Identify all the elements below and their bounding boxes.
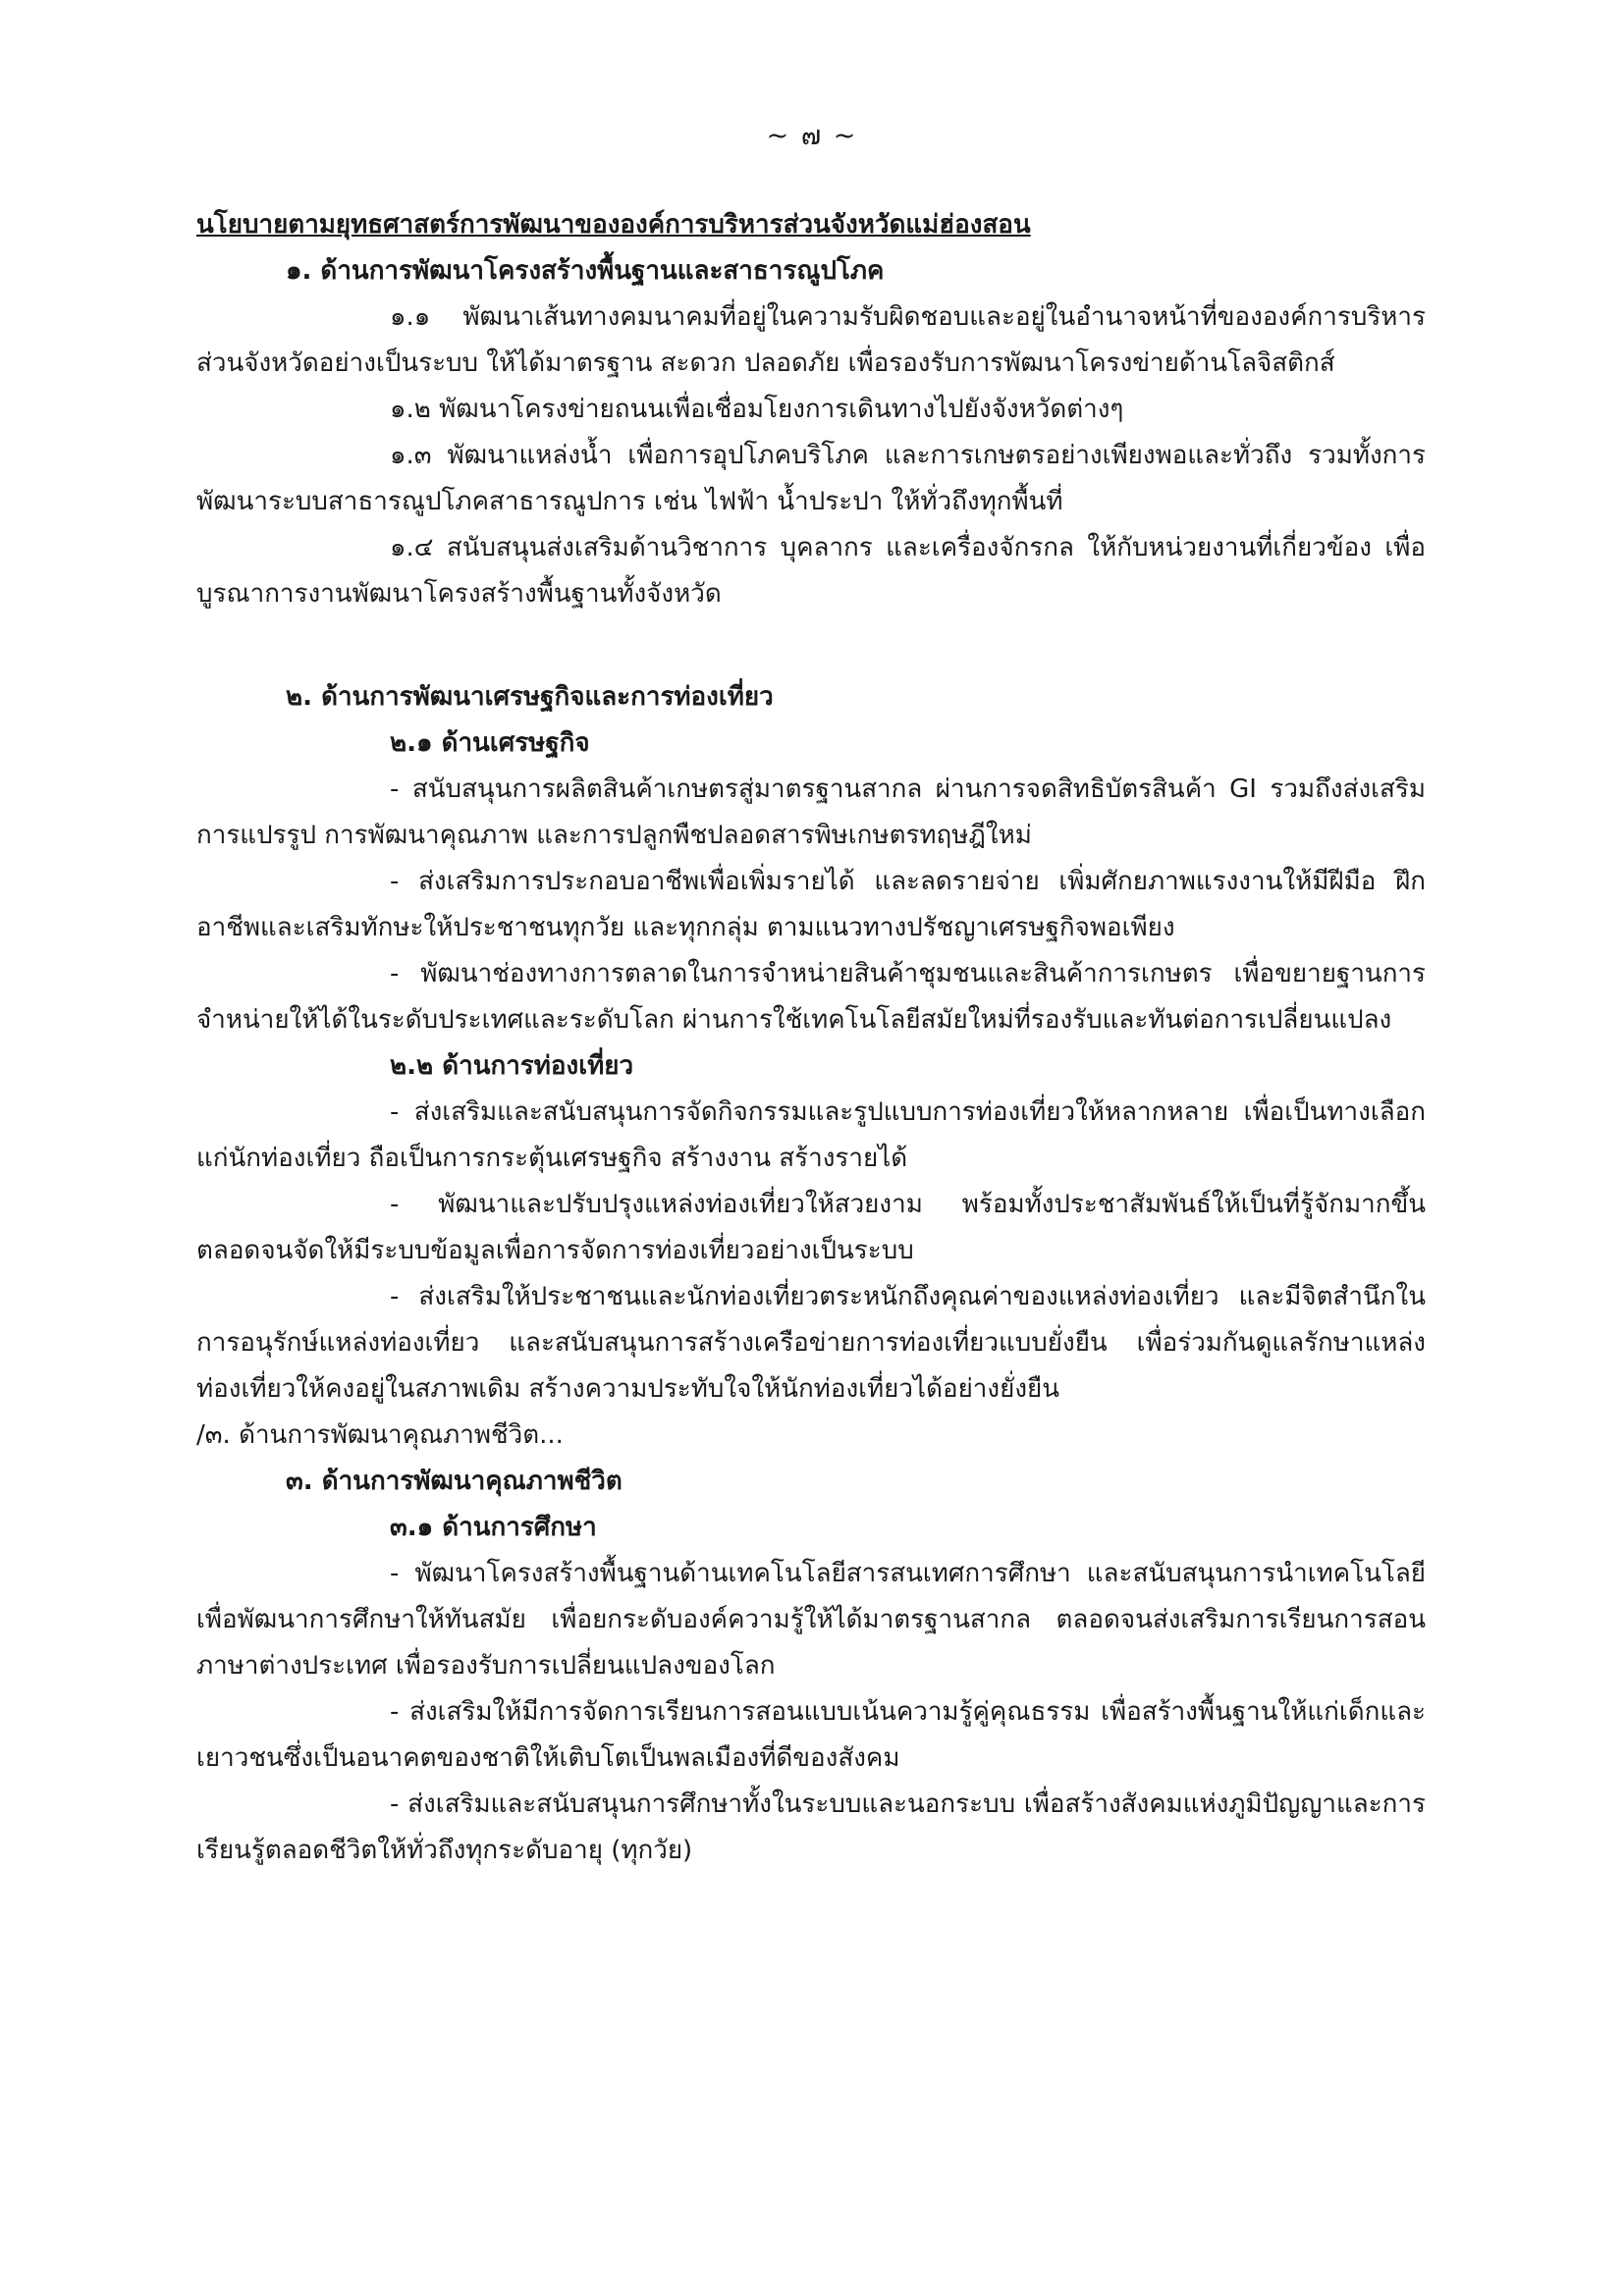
paragraph: - ส่งเสริมการประกอบอาชีพเพื่อเพิ่มรายได้ และลดรายจ่าย เพิ่มศักยภาพแรงงานให้มีฝีมือ ฝึกอาชีพและเสริมทักษะให้ประชาชนทุกวัย และทุกกลุ่ม ตามแนวทางปรัชญาเศรษฐกิจพอเพียง <box>196 867 1426 942</box>
paragraph: - สนับสนุนการผลิตสินค้าเกษตรสู่มาตรฐานสากล ผ่านการจดสิทธิบัตรสินค้า GI รวมถึงส่งเสริมการแปรรูป การพัฒนาคุณภาพ และการปลูกพืชปลอดสารพิษเกษตรทฤษฎีใหม่ <box>196 774 1426 850</box>
subsection-heading: ๓.๑ ด้านการศึกษา <box>390 1513 597 1542</box>
paragraph: - ส่งเสริมให้ประชาชนและนักท่องเที่ยวตระหนักถึงคุณค่าของแหล่งท่องเที่ยว และมีจิตสำนึกในการอนุรักษ์แหล่งท่องเที่ยว และสนับสนุนการสร้างเครือข่ายการท่องเที่ยวแบบยั่งยืน เพื่อร่วมกันดูแลรักษาแหล่งท่องเที่ยวให้คงอยู่ในสภาพเดิม สร้างความประทับใจให้นักท่องเที่ยวได้อย่างยั่งยืน <box>196 1282 1426 1404</box>
subsection-heading: ๒.๒ ด้านการท่องเที่ยว <box>390 1051 634 1081</box>
document-body <box>196 202 1426 1874</box>
section-heading: ๑. ด้านการพัฒนาโครงสร้างพื้นฐานและสาธารณูปโภค <box>286 256 885 286</box>
subsection-heading: ๒.๑ ด้านเศรษฐกิจ <box>390 728 590 758</box>
paragraph: - ส่งเสริมและสนับสนุนการจัดกิจกรรมและรูปแบบการท่องเที่ยวให้หลากหลาย เพื่อเป็นทางเลือกแก่นักท่องเที่ยว ถือเป็นการกระตุ้นเศรษฐกิจ สร้างงาน สร้างรายได้ <box>196 1097 1426 1173</box>
section-heading: ๒. ด้านการพัฒนาเศรษฐกิจและการท่องเที่ยว <box>286 682 774 712</box>
section-heading: ๓. ด้านการพัฒนาคุณภาพชีวิต <box>286 1467 623 1496</box>
paragraph: - ส่งเสริมและสนับสนุนการศึกษาทั้งในระบบและนอกระบบ เพื่อสร้างสังคมแห่งภูมิปัญญาและการเรียนรู้ตลอดชีวิตให้ทั่วถึงทุกระดับอายุ (ทุกวัย) <box>196 1789 1426 1865</box>
paragraph: ๑.๑ พัฒนาเส้นทางคมนาคมที่อยู่ในความรับผิดชอบและอยู่ในอำนาจหน้าที่ขององค์การบริหารส่วนจังหวัดอย่างเป็นระบบ ให้ได้มาตรฐาน สะดวก ปลอดภัย เพื่อรองรับการพัฒนาโครงข่ายด้านโลจิสติกส์ <box>196 302 1426 378</box>
continuation-note: /๓. ด้านการพัฒนาคุณภาพชีวิต... <box>196 1420 564 1450</box>
paragraph: ๑.๓ พัฒนาแหล่งน้ำ เพื่อการอุปโภคบริโภค และการเกษตรอย่างเพียงพอและทั่วถึง รวมทั้งการพัฒนาระบบสาธารณูปโภคสาธารณูปการ เช่น ไฟฟ้า น้ำประปา ให้ทั่วถึงทุกพื้นที่ <box>196 441 1426 516</box>
paragraph: ๑.๔ สนับสนุนส่งเสริมด้านวิชาการ บุคลากร และเครื่องจักรกล ให้กับหน่วยงานที่เกี่ยวข้อง เพื่อบูรณาการงานพัฒนาโครงสร้างพื้นฐานทั้งจังหวัด <box>196 533 1426 609</box>
paragraph: ๑.๒ พัฒนาโครงข่ายถนนเพื่อเชื่อมโยงการเดินทางไปยังจังหวัดต่างๆ <box>390 395 1124 424</box>
paragraph: - พัฒนาโครงสร้างพื้นฐานด้านเทคโนโลยีสารสนเทศการศึกษา และสนับสนุนการนำเทคโนโลยีเพื่อพัฒนาการศึกษาให้ทันสมัย เพื่อยกระดับองค์ความรู้ให้ได้มาตรฐานสากล ตลอดจนส่งเสริมการเรียนการสอนภาษาต่างประเทศ เพื่อรองรับการเปลี่ยนแปลงของโลก <box>196 1559 1426 1681</box>
document-title: นโยบายตามยุทธศาสตร์การพัฒนาขององค์การบริหารส่วนจังหวัดแม่ฮ่องสอน <box>196 210 1031 240</box>
paragraph: - พัฒนาช่องทางการตลาดในการจำหน่ายสินค้าชุมชนและสินค้าการเกษตร เพื่อขยายฐานการจำหน่ายให้ได้ในระดับประเทศและระดับโลก ผ่านการใช้เทคโนโลยีสมัยใหม่ที่รองรับและทันต่อการเปลี่ยนแปลง <box>196 959 1426 1035</box>
page-number: ~ ๗ ~ <box>766 121 858 151</box>
paragraph: - พัฒนาและปรับปรุงแหล่งท่องเที่ยวให้สวยงาม พร้อมทั้งประชาสัมพันธ์ให้เป็นที่รู้จักมากขึ้น ตลอดจนจัดให้มีระบบข้อมูลเพื่อการจัดการท่องเที่ยวอย่างเป็นระบบ <box>196 1190 1426 1265</box>
paragraph: - ส่งเสริมให้มีการจัดการเรียนการสอนแบบเน้นความรู้คู่คุณธรรม เพื่อสร้างพื้นฐานให้แก่เด็กและเยาวชนซึ่งเป็นอนาคตของชาติให้เติบโตเป็นพลเมืองที่ดีของสังคม <box>196 1697 1426 1773</box>
